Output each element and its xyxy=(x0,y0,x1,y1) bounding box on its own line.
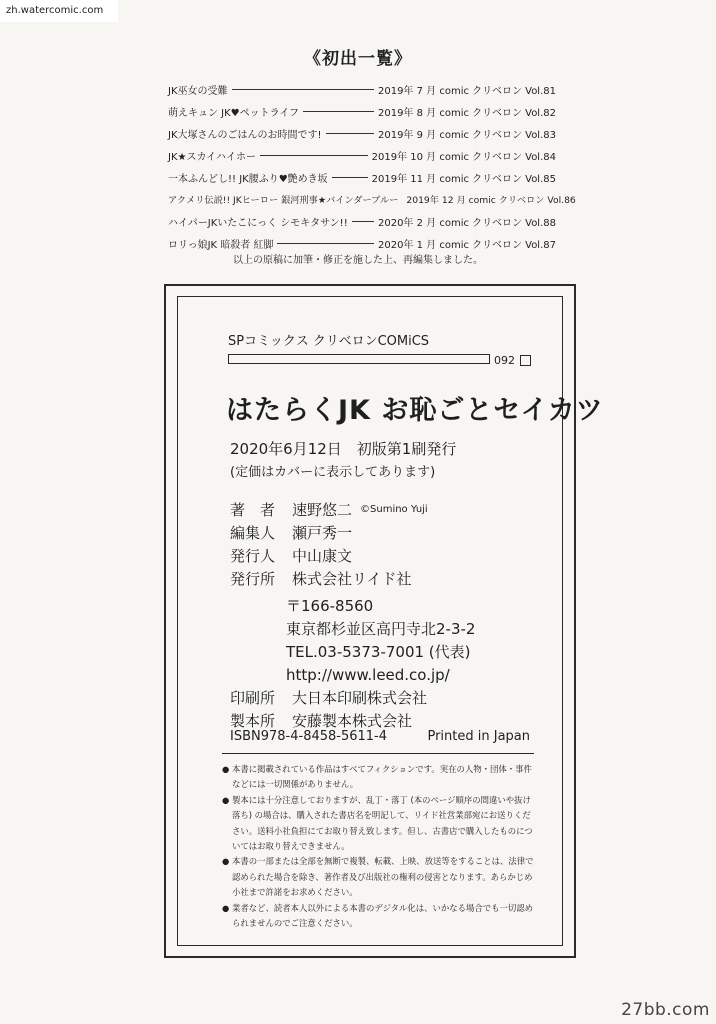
bullet-icon: ● xyxy=(222,764,230,774)
story-source: 2019年 7 月 comic クリベロン Vol.81 xyxy=(377,85,556,97)
credit-value: 瀬戸秀一 xyxy=(292,524,353,542)
first-appearance-title: 《初出一覧》 xyxy=(304,49,412,69)
story-title: JK★スカイハイホー xyxy=(168,151,256,163)
credit-row-printer xyxy=(230,686,427,709)
list-item xyxy=(168,210,556,232)
story-source: 2020年 1 月 comic クリベロン Vol.87 xyxy=(377,239,556,251)
website-url: http://www.leed.co.jp/ xyxy=(286,665,450,684)
address-line: 東京都杉並区高円寺北2-3-2 xyxy=(286,620,476,638)
list-item xyxy=(168,122,556,144)
story-source: 2020年 2 月 comic クリベロン Vol.88 xyxy=(377,217,556,229)
legal-note xyxy=(222,793,536,855)
price-note: (定価はカバーに表示してあります) xyxy=(230,465,436,480)
code-number: 092 xyxy=(494,354,515,367)
leader-line xyxy=(232,89,374,90)
bullet-icon: ● xyxy=(222,856,230,867)
imprint-label: SPコミックス クリベロンCOMiCS xyxy=(228,334,430,349)
list-item xyxy=(168,100,556,122)
first-appearance-list xyxy=(168,78,576,254)
credit-value: 速野悠二 xyxy=(292,501,353,519)
story-title: 萌えキュン JK♥ペットライフ xyxy=(168,107,300,119)
legal-note-text: 本書に掲載されている作品はすべてフィクションです。実在の人物・団体・事件などには一切関係がありません。 xyxy=(232,764,532,790)
list-item xyxy=(168,188,576,210)
credit-role: 著 者 xyxy=(230,501,276,519)
credit-role: 編集人 xyxy=(230,524,276,542)
legal-note-text: 製本には十分注意しておりますが、乱丁・落丁 (本のページ順序の間違いや抜け落ち) の場合は、購入された書店名を明記して、リイド社営業部宛にお送りください。送料小社負担にてお取り替え致します。但し、古書店で購入したものについてはお取り替えできません。 xyxy=(232,794,533,852)
story-title: JK巫女の受難 xyxy=(168,85,228,97)
credit-role: 印刷所 xyxy=(230,689,276,707)
leader-line xyxy=(260,155,368,156)
legal-note xyxy=(222,854,536,900)
story-source: 2019年 12 月 comic クリベロン Vol.86 xyxy=(406,195,576,206)
credit-value: 安藤製本株式会社 xyxy=(292,712,413,730)
legal-notes xyxy=(222,762,536,931)
list-item xyxy=(168,166,556,188)
book-title: はたらくJK お恥ごとセイカツ xyxy=(226,395,604,426)
reprint-note: 以上の原稿に加筆・修正を施した上、再編集しました。 xyxy=(233,255,483,266)
leader-line xyxy=(277,243,374,244)
credit-row-publisher xyxy=(230,544,428,567)
credit-value: 株式会社リイド社 xyxy=(292,570,412,588)
legal-note-text: 業者など、読者本人以外による本書のデジタル化は、いかなる場合でも一切認められませんのでご注意ください。 xyxy=(232,902,533,929)
leader-line xyxy=(326,133,374,134)
story-title: ハイパーJKいたこにっく シモキタサン!! xyxy=(168,217,348,229)
divider xyxy=(222,753,534,754)
credit-value: 中山康文 xyxy=(292,547,353,565)
code-bar xyxy=(228,354,490,364)
story-title: 一本ふんどし!! JK腰ふり♥艶めき坂 xyxy=(168,173,328,185)
story-title: JK大塚さんのごはんのお時間です! xyxy=(168,129,322,141)
copyright-text: ©Sumino Yuji xyxy=(360,504,428,515)
story-source: 2019年 10 月 comic クリベロン Vol.84 xyxy=(371,151,556,163)
address-block xyxy=(286,594,475,686)
printed-in: Printed in Japan xyxy=(427,729,530,744)
story-title: アクメリ伝説!! JKヒーロー 銀河刑事★バインダーブルー xyxy=(168,195,399,206)
isbn: ISBN978-4-8458-5611-4 xyxy=(230,729,388,744)
telephone: TEL.03-5373-7001 (代表) xyxy=(286,643,471,661)
leader-line xyxy=(332,177,368,178)
list-item xyxy=(168,78,556,100)
watermark-site: zh.watercomic.com xyxy=(0,0,118,22)
postal-code: 〒166-8560 xyxy=(286,597,374,615)
story-source: 2019年 8 月 comic クリベロン Vol.82 xyxy=(377,107,556,119)
leader-line xyxy=(303,111,374,112)
list-item xyxy=(168,144,556,166)
watermark-footer: 27bb.com xyxy=(621,1000,710,1020)
credit-role: 発行所 xyxy=(230,570,276,588)
legal-note xyxy=(222,762,536,793)
bullet-icon: ● xyxy=(222,794,230,805)
leader-line xyxy=(352,221,374,222)
credit-role: 製本所 xyxy=(230,712,276,730)
credit-row-office xyxy=(230,567,428,590)
legal-note-text: 本書の一部または全部を無断で複製、転載、上映、放送等をすることは、法律で認められた場合を除き、著作者及び出版社の権利の侵害となります。あらかじめ小社まで許諾をお求めください。 xyxy=(232,856,534,898)
credit-row-author xyxy=(230,498,428,521)
legal-note xyxy=(222,901,536,932)
credit-row-editor xyxy=(230,521,428,544)
credit-value: 大日本印刷株式会社 xyxy=(292,689,428,707)
credit-role: 発行人 xyxy=(230,547,276,565)
story-source: 2019年 9 月 comic クリベロン Vol.83 xyxy=(377,129,556,141)
production-block xyxy=(230,686,427,732)
code-checkbox xyxy=(520,355,531,366)
publication-date: 2020年6月12日 初版第1刷発行 xyxy=(230,440,457,458)
credits-block xyxy=(230,498,428,590)
story-title: ロリっ娘JK 暗殺者 紅脚 xyxy=(168,239,274,251)
bullet-icon: ● xyxy=(222,902,230,913)
story-source: 2019年 11 月 comic クリベロン Vol.85 xyxy=(371,173,556,185)
isbn-row xyxy=(230,729,530,744)
